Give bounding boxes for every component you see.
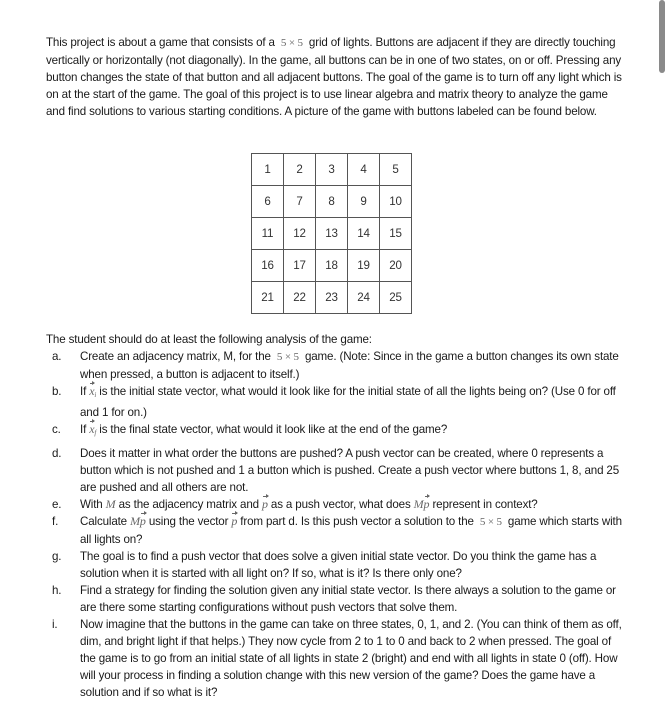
text-run: Find a strategy for finding the solution given any initial state vector. Is there always a solution to the game or are there some starting configurations without push vectors that solve them. [80, 584, 616, 614]
grid-button-cell: 11 [252, 218, 284, 250]
grid-row [252, 186, 412, 218]
math-text: 5 × 5 [276, 351, 299, 363]
grid-button-cell: 4 [348, 154, 380, 186]
grid-button-cell: 16 [252, 250, 284, 282]
list-letter: a. [52, 350, 62, 363]
list-letter: f. [52, 515, 59, 528]
vector-symbol: p [139, 514, 146, 528]
math-symbol [414, 497, 424, 511]
text-run: grid of lights. Buttons are adjacent if they are directly touching vertically or horizontally (not diagonally). In the game, all buttons can be in one of two states, on or off. Pressing any button changes the state of that button and all adjacent buttons. The goal of the game is to turn off any light which is on at the start of the game. The goal of this project is to use linear algebra and matrix theory to analyze the game and find solutions to various starting conditions. A picture of the game with buttons labeled can be found below. [46, 36, 622, 118]
grid-button-cell: 23 [316, 282, 348, 314]
list-item [46, 513, 626, 548]
grid-button-cell: 12 [284, 218, 316, 250]
text-run: The goal is to find a push vector that does solve a given initial state vector. Do you think the game has a solution when it is started with all light on? If so, what is it? Is there only one? [80, 550, 597, 580]
text-run: Now imagine that the buttons in the game can take on three states, 0, 1, and 2. (You can think of them as off, dim, and bright light if that helps.) They now cycle from 2 to 1 to 0 and back to 2 when pressed. The goal of the game is to go from an initial state of all lights in state 2 (bright) and end with all lights in state 0 (off). How will your process in finding a solution change with this new version of the game? Does the game have a solution and if so what is it? [80, 618, 622, 699]
grid-button-cell: 8 [316, 186, 348, 218]
math-symbol [281, 37, 303, 49]
text-run: as the adjacency matrix and [115, 498, 262, 511]
grid-button-cell: 18 [316, 250, 348, 282]
text-run: game. (Note: Since in the game a button changes its own state when pressed, a button is adjacent to itself.) [80, 350, 619, 381]
math-symbol [231, 514, 237, 528]
grid-button-cell: 19 [348, 250, 380, 282]
grid-row [252, 282, 412, 314]
grid-button-cell: 7 [284, 186, 316, 218]
vector-symbol: p [231, 514, 238, 528]
math-symbol [130, 514, 140, 528]
grid-button-cell: 1 [252, 154, 284, 186]
grid-row [252, 250, 412, 282]
vector-symbol: x [89, 384, 95, 398]
intro-paragraph [46, 34, 626, 120]
scrollbar[interactable] [659, 0, 665, 73]
grid-button-cell: 9 [348, 186, 380, 218]
text-run: If [80, 423, 90, 436]
subscript: i [94, 391, 97, 399]
button-grid [251, 153, 412, 314]
list-item [46, 383, 626, 421]
list-item [46, 548, 626, 582]
text-run: game which starts with all lights on? [80, 515, 622, 546]
grid-button-cell: 21 [252, 282, 284, 314]
math-text: M [130, 514, 140, 528]
text-run: is the initial state vector, what would it look like for the initial state of all the lights being on? (Use 0 for off and 1 for on.) [80, 385, 616, 419]
grid-button-cell: 20 [380, 250, 412, 282]
list-item [46, 582, 626, 616]
math-symbol [140, 514, 146, 528]
subscript: f [94, 429, 97, 437]
text-run: With [80, 498, 106, 511]
math-text: M [413, 497, 424, 511]
text-run: Does it matter in what order the buttons are pushed? A push vector can be created, where 0 represents a button which is not pushed and 1 a button which is pushed. Create a push vector where buttons 1, 8, and 25 are pushed and all others are not. [80, 447, 620, 494]
grid-button-cell: 24 [348, 282, 380, 314]
list-letter: h. [52, 584, 62, 597]
math-symbol [277, 351, 299, 363]
grid-button-cell: 3 [316, 154, 348, 186]
list-item [46, 616, 626, 701]
text-run: If [80, 385, 90, 398]
list-letter: e. [52, 498, 62, 511]
list-letter: d. [52, 447, 62, 460]
vector-symbol: p [423, 497, 430, 511]
analysis-list [46, 348, 626, 701]
grid-button-cell: 14 [348, 218, 380, 250]
text-run: using the vector [145, 515, 232, 528]
grid-button-cell: 5 [380, 154, 412, 186]
math-symbol [106, 497, 116, 511]
math-text: 5 × 5 [280, 37, 303, 49]
text-run: is the final state vector, what would it look like at the end of the game? [96, 423, 448, 436]
grid-button-cell: 6 [252, 186, 284, 218]
analysis-lead: The student should do at least the following analysis of the game: [46, 333, 372, 346]
list-letter: g. [52, 550, 62, 563]
list-item [46, 445, 626, 496]
text-run: as a push vector, what does [267, 498, 414, 511]
grid-row [252, 218, 412, 250]
math-symbol [480, 516, 502, 528]
vector-symbol: p [261, 497, 268, 511]
grid-button-cell: 22 [284, 282, 316, 314]
math-text: M [105, 497, 116, 511]
list-letter: i. [52, 618, 58, 631]
vector-symbol: x [89, 422, 95, 436]
grid-button-cell: 13 [316, 218, 348, 250]
text-run: from part d. Is this push vector a solution to the [237, 515, 477, 528]
text-run: Create an adjacency matrix, M, for the [80, 350, 274, 363]
math-symbol [424, 497, 430, 511]
text-run: represent in context? [429, 498, 538, 511]
text-run: This project is about a game that consists of a [46, 36, 278, 49]
grid-button-cell: 25 [380, 282, 412, 314]
list-letter: c. [52, 423, 61, 436]
grid-button-cell: 10 [380, 186, 412, 218]
math-symbol [262, 497, 268, 511]
list-item [46, 496, 626, 513]
grid-button-cell: 2 [284, 154, 316, 186]
list-item [46, 421, 626, 442]
grid-row [252, 154, 412, 186]
math-text: 5 × 5 [479, 516, 502, 528]
list-letter: b. [52, 385, 62, 398]
grid-button-cell: 17 [284, 250, 316, 282]
grid-button-cell: 15 [380, 218, 412, 250]
list-item [46, 348, 626, 383]
text-run: Calculate [80, 515, 131, 528]
